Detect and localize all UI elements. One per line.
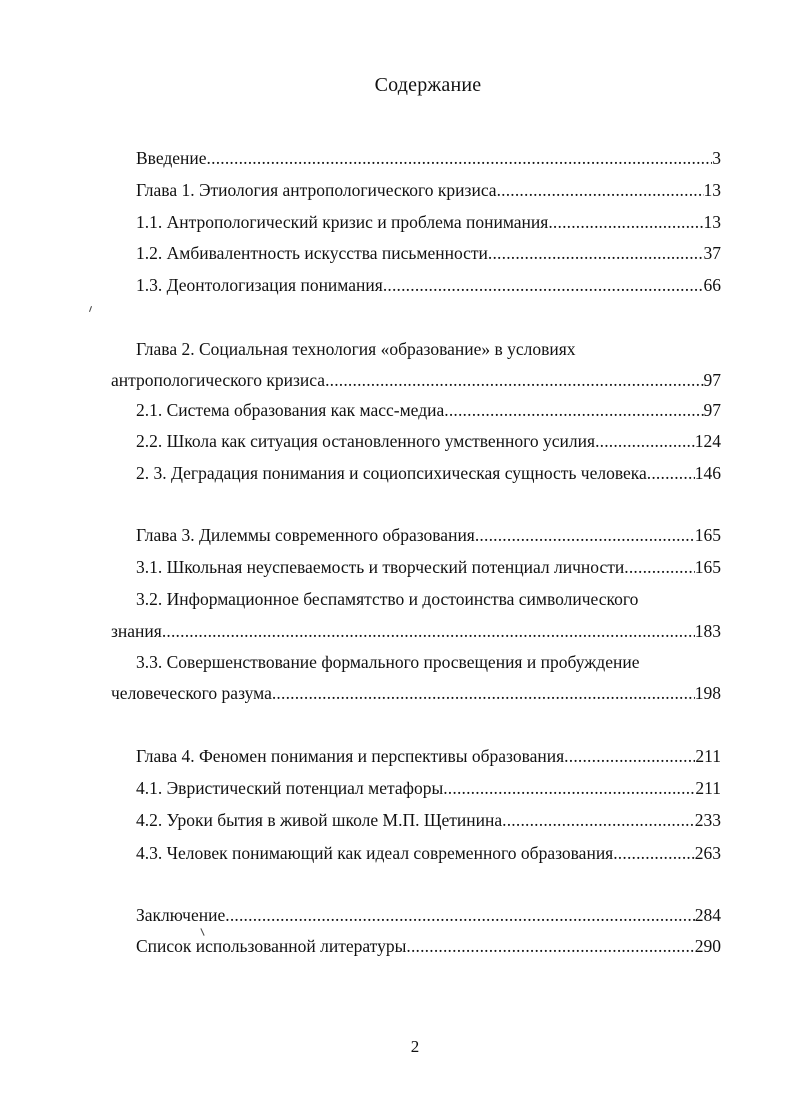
toc-entry-text: Введение xyxy=(136,148,207,168)
toc-entry-text: 2. 3. Деградация понимания и социопсихическая сущность человека xyxy=(136,463,647,483)
toc-entry-chapter-3[interactable] xyxy=(136,523,721,547)
toc-entry-text: 4.2. Уроки бытия в живой школе М.П. Щетинина xyxy=(136,810,503,830)
toc-leader-dots xyxy=(225,903,695,927)
toc-entry-conclusion[interactable] xyxy=(136,903,721,927)
toc-entry-page: 146 xyxy=(694,463,721,483)
toc-entry-page: 211 xyxy=(695,746,721,766)
toc-entry-page: 233 xyxy=(694,810,721,830)
toc-entry-section-4-2[interactable] xyxy=(136,808,721,832)
toc-entry-page: 198 xyxy=(694,683,721,703)
toc-leader-dots xyxy=(383,273,704,297)
toc-entry-page: 13 xyxy=(703,212,721,232)
toc-entry-page: 284 xyxy=(694,905,721,925)
toc-entry-text: 4.1. Эвристический потенциал метафоры xyxy=(136,778,444,798)
toc-entry-section-4-3[interactable] xyxy=(136,841,721,865)
toc-entry-intro[interactable] xyxy=(136,146,721,170)
toc-entry-section-2-2[interactable] xyxy=(136,429,721,453)
toc-entry-text: Глава 4. Феномен понимания и перспективы образования xyxy=(136,746,565,766)
page-number: 2 xyxy=(410,1037,420,1056)
scan-speck xyxy=(89,306,92,312)
toc-leader-dots xyxy=(475,523,695,547)
toc-entry-chapter-4[interactable] xyxy=(136,744,721,768)
toc-entry-text: 2.2. Школа как ситуация остановленного умственного усилия xyxy=(136,431,596,451)
toc-entry-chapter-2-line-1[interactable]: Глава 2. Социальная технология «образование» в условиях xyxy=(136,339,576,359)
toc-entry-text: человеческого разума xyxy=(111,683,272,703)
toc-entry-text: 1.2. Амбивалентность искусства письменности xyxy=(136,243,488,263)
toc-entry-text: Глава 1. Этиология антропологического кризиса xyxy=(136,180,497,200)
toc-entry-page: 37 xyxy=(703,243,721,263)
toc-entry-chapter-1[interactable] xyxy=(136,178,721,202)
toc-leader-dots xyxy=(406,934,694,958)
toc-leader-dots xyxy=(613,841,695,865)
toc-entry-text: 3.1. Школьная неуспеваемость и творческий потенциал личности xyxy=(136,557,625,577)
toc-entry-page: 124 xyxy=(694,431,721,451)
toc-entry-section-1-3[interactable] xyxy=(136,273,721,297)
toc-leader-dots xyxy=(444,398,703,422)
toc-entry-page: 165 xyxy=(694,557,721,577)
toc-entry-page: 3 xyxy=(712,148,721,168)
toc-leader-dots xyxy=(325,368,703,392)
toc-entry-text: 4.3. Человек понимающий как идеал современного образования xyxy=(136,843,614,863)
toc-entry-page: 97 xyxy=(703,400,721,420)
toc-entry-page: 165 xyxy=(694,525,721,545)
toc-entry-page: 13 xyxy=(703,180,721,200)
toc-entry-section-3-3-line-1[interactable]: 3.3. Совершенствование формального просвещения и пробуждение xyxy=(136,652,640,672)
toc-entry-section-3-2[interactable] xyxy=(111,619,721,643)
toc-entry-section-4-1[interactable] xyxy=(136,776,721,800)
toc-entry-page: 183 xyxy=(694,621,721,641)
toc-entry-text: Список использованной литературы xyxy=(136,936,407,956)
toc-entry-section-1-1[interactable] xyxy=(136,210,721,234)
toc-leader-dots xyxy=(207,146,713,170)
toc-entry-text: знания xyxy=(111,621,162,641)
toc-leader-dots xyxy=(595,429,695,453)
toc-entry-section-3-3[interactable] xyxy=(111,681,721,705)
toc-entry-page: 290 xyxy=(694,936,721,956)
toc-entry-text: Глава 3. Дилеммы современного образования xyxy=(136,525,475,545)
toc-entry-text: 2.1. Система образования как масс-медиа xyxy=(136,400,445,420)
toc-entry-text: Заключение xyxy=(136,905,226,925)
toc-entry-section-2-3[interactable] xyxy=(136,461,721,485)
toc-leader-dots xyxy=(162,619,695,643)
toc-leader-dots xyxy=(624,555,694,579)
toc-entry-section-3-2-line-1[interactable]: 3.2. Информационное беспамятство и достоинства символического xyxy=(136,589,639,609)
toc-entry-text: 1.1. Антропологический кризис и проблема понимания xyxy=(136,212,549,232)
toc-leader-dots xyxy=(647,461,695,485)
toc-leader-dots xyxy=(443,776,695,800)
toc-entry-page: 66 xyxy=(703,275,721,295)
toc-leader-dots xyxy=(564,744,695,768)
toc-entry-section-2-1[interactable] xyxy=(136,398,721,422)
toc-leader-dots xyxy=(502,808,695,832)
toc-leader-dots xyxy=(272,681,695,705)
toc-leader-dots xyxy=(497,178,704,202)
toc-leader-dots xyxy=(488,241,704,265)
page-title: Содержание xyxy=(374,74,482,96)
toc-entry-page: 97 xyxy=(703,370,721,390)
toc-entry-page: 263 xyxy=(694,843,721,863)
toc-entry-chapter-2[interactable] xyxy=(111,368,721,392)
toc-leader-dots xyxy=(548,210,703,234)
toc-entry-section-3-1[interactable] xyxy=(136,555,721,579)
toc-entry-section-1-2[interactable] xyxy=(136,241,721,265)
toc-entry-bibliography[interactable] xyxy=(136,934,721,958)
toc-entry-text: 1.3. Деонтологизация понимания xyxy=(136,275,383,295)
toc-entry-text: антропологического кризиса xyxy=(111,370,326,390)
toc-entry-page: 211 xyxy=(695,778,721,798)
